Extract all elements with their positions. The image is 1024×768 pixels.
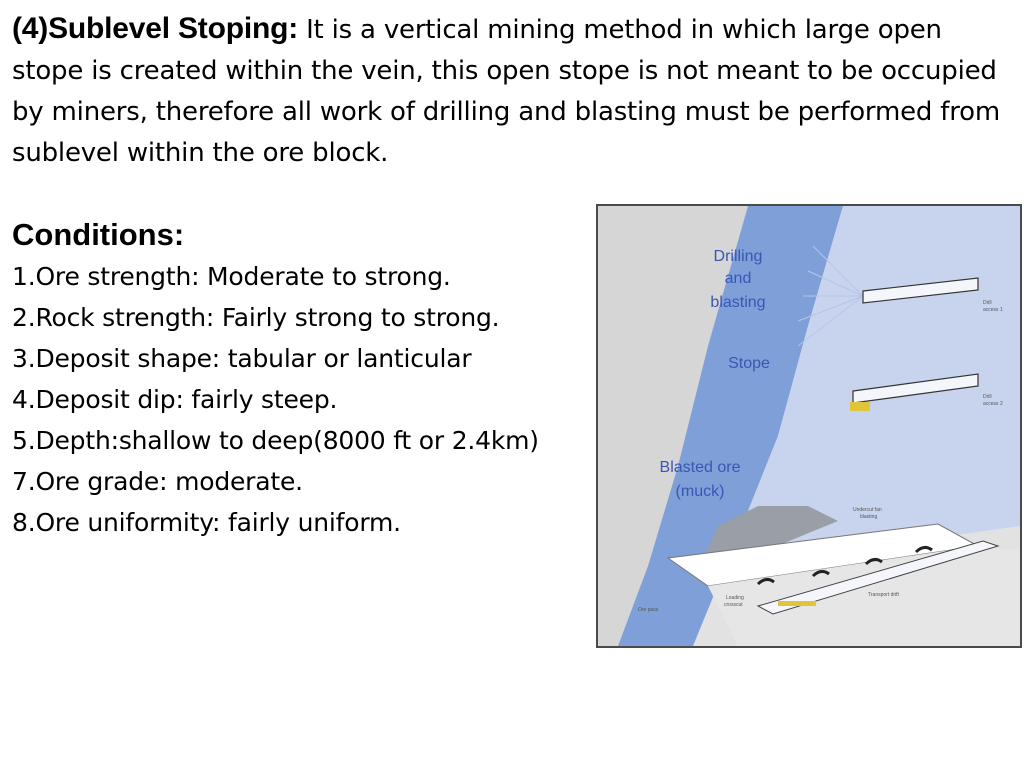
- label-and: and: [724, 270, 752, 287]
- label-stope: Stope: [728, 355, 770, 372]
- label-drill-access-2b: access 2: [983, 401, 1003, 407]
- conditions-title: Conditions:: [12, 217, 185, 252]
- label-blasted-ore: Blasted ore: [659, 459, 741, 476]
- drill-rig-icon: [850, 402, 870, 411]
- label-drilling: Drilling: [713, 248, 763, 265]
- condition-item: 4.Deposit dip: fairly steep.: [12, 385, 338, 414]
- label-crosscut: crosscut: [724, 602, 743, 608]
- condition-item: 5.Depth:shallow to deep(8000 ft or 2.4km): [12, 426, 539, 455]
- label-undercut-b: blasting: [860, 514, 878, 520]
- label-undercut: Undercut fan: [853, 507, 882, 513]
- label-ore-pass: Ore pass: [638, 607, 659, 613]
- intro-paragraph: [12, 8, 1012, 174]
- condition-item: 2.Rock strength: Fairly strong to strong.: [12, 303, 500, 332]
- label-loading: Loading: [726, 595, 744, 601]
- ore-carriage-icon: [778, 601, 816, 606]
- diagram-svg: [598, 206, 1020, 646]
- label-blasting: blasting: [710, 294, 766, 311]
- sublevel-stoping-diagram: [596, 204, 1022, 648]
- label-drill-access-2: Drill: [983, 394, 992, 400]
- label-drill-access-1: Drill: [983, 300, 992, 306]
- label-transport-drift: Transport drift: [868, 592, 899, 598]
- label-muck: (muck): [675, 483, 725, 500]
- condition-item: 3.Deposit shape: tabular or lanticular: [12, 344, 472, 373]
- condition-item: 1.Ore strength: Moderate to strong.: [12, 262, 451, 291]
- conditions-list: [12, 256, 539, 543]
- intro-text: It is a vertical mining method in which large open stope is created within the vein, this open stope is not meant to be occupied by miners, therefore all work of drilling and blasting must be performed from sublevel within the ore block.: [12, 15, 1000, 168]
- condition-item: 8.Ore uniformity: fairly uniform.: [12, 508, 401, 537]
- condition-item: 7.Ore grade: moderate.: [12, 467, 303, 496]
- section-heading: (4)Sublevel Stoping:: [12, 12, 299, 45]
- label-drill-access-1b: access 1: [983, 307, 1003, 313]
